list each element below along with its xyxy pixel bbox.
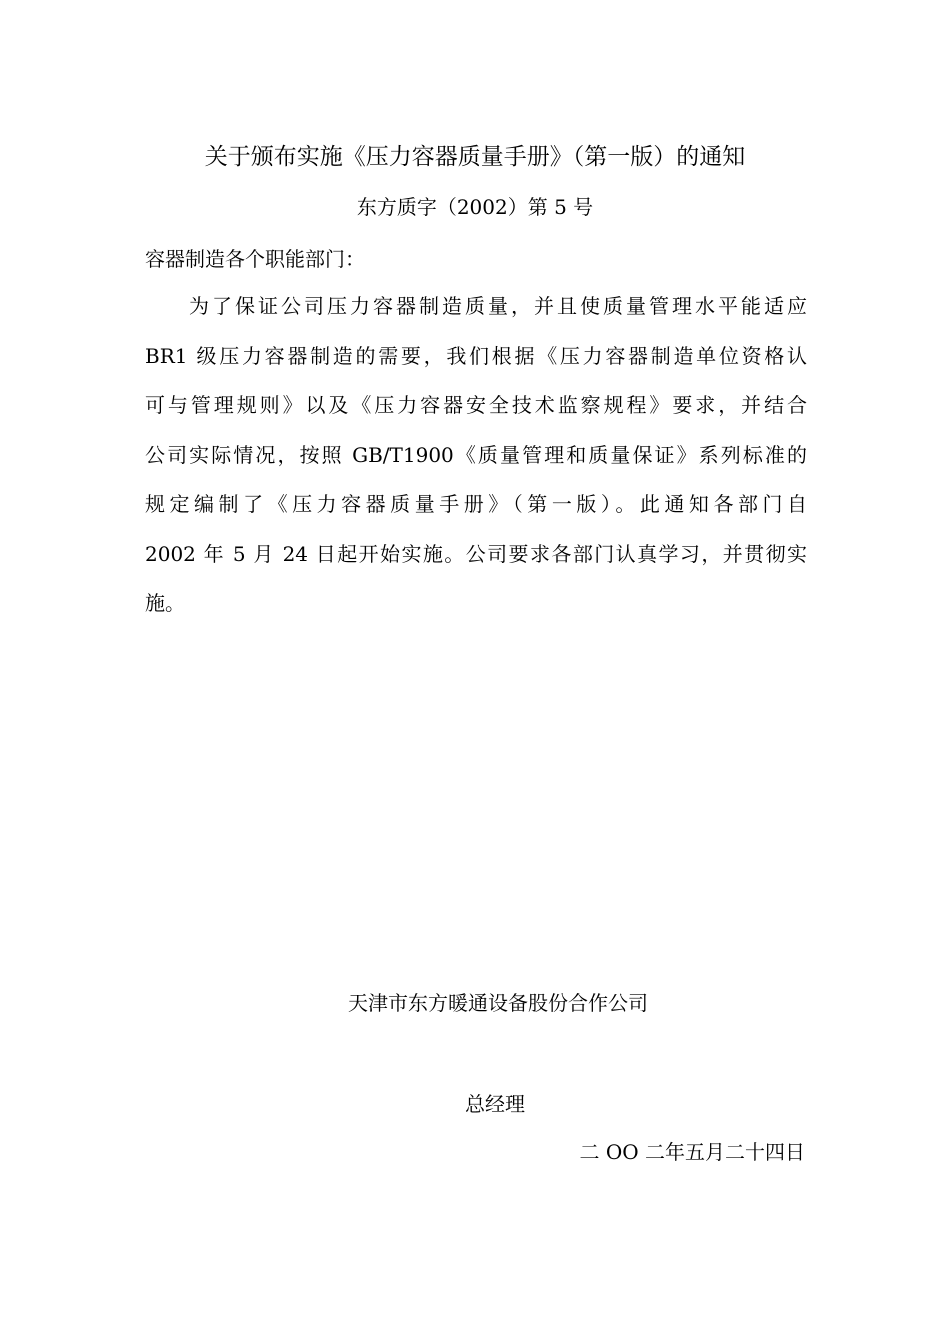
- body-line: 2002 年 5 月 24 日起开始实施。公司要求各部门认真学习，并贯彻实: [145, 541, 807, 566]
- issue-date: 二 OO 二年五月二十四日: [579, 1140, 805, 1164]
- body-line: 可与管理规则》以及《压力容器安全技术监察规程》要求，并结合: [145, 393, 807, 417]
- document-title: 关于颁布实施《压力容器质量手册》（第一版）的通知: [204, 144, 746, 170]
- notice-body: [145, 290, 807, 637]
- body-line: 为了保证公司压力容器制造质量，并且使质量管理水平能适应: [189, 294, 807, 318]
- company-name: 天津市东方暖通设备股份合作公司: [348, 991, 648, 1015]
- recipient-line: 容器制造各个职能部门：: [145, 247, 365, 271]
- document-number: 东方质字（2002）第 5 号: [356, 195, 594, 219]
- body-line: 施。: [145, 591, 185, 615]
- body-line: BR1 级压力容器制造的需要，我们根据《压力容器制造单位资格认: [145, 343, 807, 368]
- signatory-title: 总经理: [465, 1092, 525, 1116]
- body-line: 规定编制了《压力容器质量手册》（第一版）。此通知各部门自: [145, 492, 807, 516]
- body-line: 公司实际情况，按照 GB/T1900《质量管理和质量保证》系列标准的: [145, 442, 807, 467]
